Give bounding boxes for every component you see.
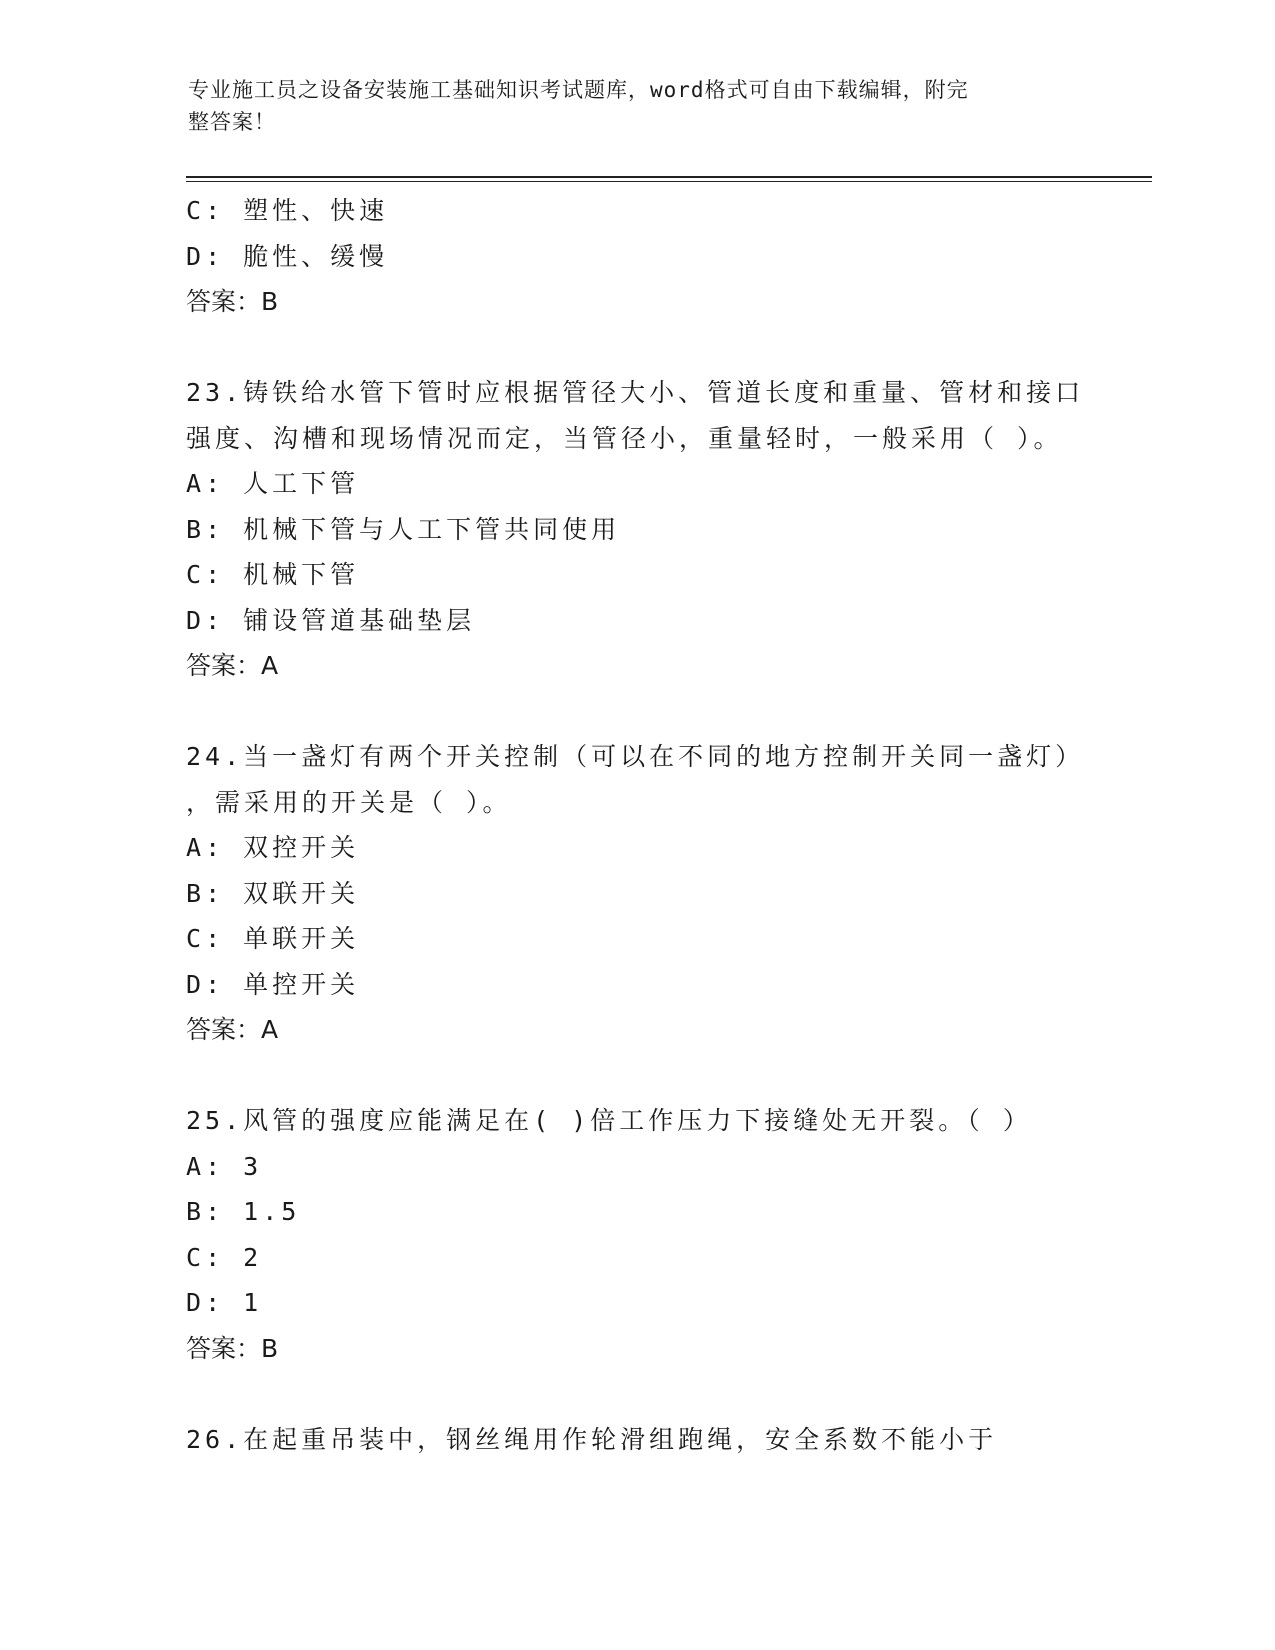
option-a: A: 人工下管	[186, 469, 360, 498]
spacer	[186, 689, 1146, 735]
document-header	[188, 74, 1068, 138]
question-stem: ，需采用的开关是（ ）。	[186, 787, 512, 817]
question-22	[186, 188, 1146, 325]
answer: 答案：B	[186, 287, 279, 316]
option-a: A: 双控开关	[186, 833, 360, 862]
spacer	[186, 1053, 1146, 1099]
option-b: B: 双联开关	[186, 878, 360, 908]
question-list	[186, 188, 1146, 1462]
spacer	[186, 1371, 1146, 1417]
question-stem: 26.在起重吊装中，钢丝绳用作轮滑组跑绳，安全系数不能小于	[186, 1424, 998, 1454]
option-d: D: 单控开关	[186, 969, 360, 999]
option-b: B: 1.5	[186, 1197, 301, 1226]
question-stem: 24.当一盏灯有两个开关控制（可以在不同的地方控制开关同一盏灯）	[186, 742, 1085, 771]
question-stem: 25.风管的强度应能满足在( )倍工作压力下接缝处无开裂。（ ）	[186, 1106, 1032, 1135]
option-d: D: 铺设管道基础垫层	[186, 605, 476, 635]
header-rule-thin	[186, 181, 1152, 182]
question-stem: 强度、沟槽和现场情况而定，当管径小，重量轻时，一般采用（ ）。	[186, 423, 1063, 453]
answer: 答案：A	[186, 651, 279, 680]
option-a: A: 3	[186, 1151, 263, 1181]
option-c: C: 2	[186, 1242, 263, 1272]
header-line-2: 整答案！	[188, 110, 276, 134]
option-d: D: 1	[186, 1288, 263, 1317]
header-rule-thick	[186, 176, 1152, 178]
question-25	[186, 1098, 1146, 1371]
spacer	[186, 325, 1146, 371]
option-c: C: 单联开关	[186, 924, 360, 953]
option-d: D: 脆性、缓慢	[186, 241, 389, 271]
option-b: B: 机械下管与人工下管共同使用	[186, 514, 621, 544]
option-c: C: 塑性、快速	[186, 196, 389, 225]
answer: 答案：B	[186, 1333, 279, 1363]
question-24	[186, 734, 1146, 1053]
question-26	[186, 1417, 1146, 1463]
option-c: C: 机械下管	[186, 560, 360, 589]
answer: 答案：A	[186, 1015, 279, 1044]
question-23	[186, 370, 1146, 689]
header-line-1: 专业施工员之设备安装施工基础知识考试题库，word格式可自由下载编辑，附完	[188, 78, 969, 102]
question-stem: 23.铸铁给水管下管时应根据管径大小、管道长度和重量、管材和接口	[186, 378, 1085, 407]
